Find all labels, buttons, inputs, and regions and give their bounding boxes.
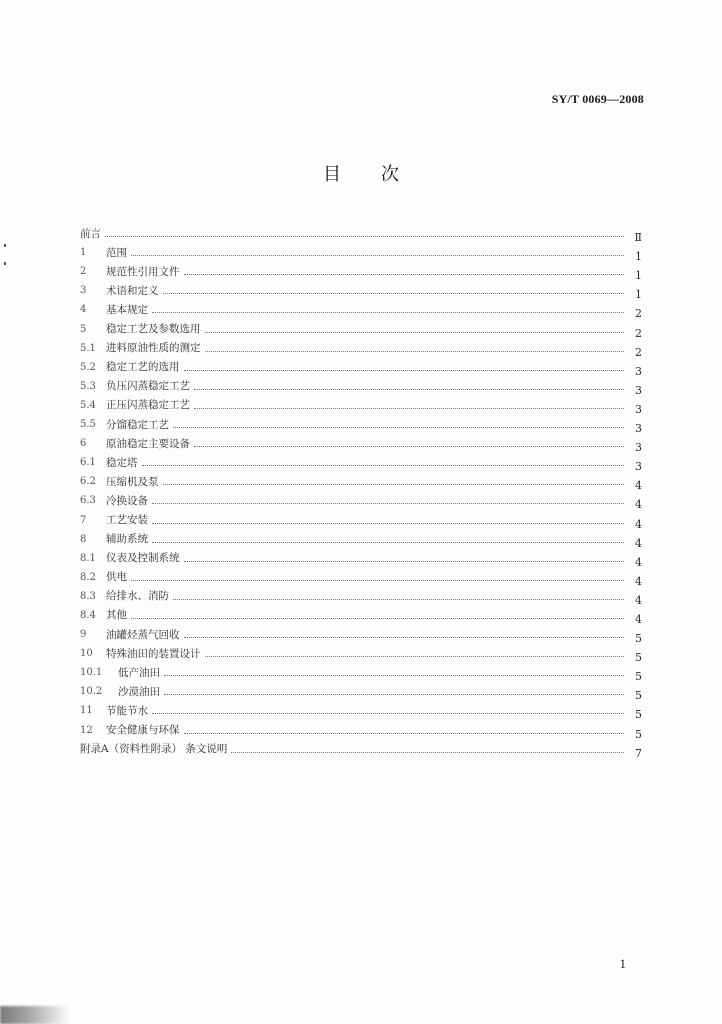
toc-entry xyxy=(80,583,642,607)
toc-leader-dots xyxy=(152,712,624,714)
toc-entry xyxy=(80,411,642,436)
toc-entry-label: 术语和定义 xyxy=(106,284,159,297)
toc-entry-number: 5 xyxy=(80,323,87,335)
toc-leader-dots xyxy=(173,598,624,600)
toc-entry xyxy=(80,392,642,416)
toc-entry xyxy=(80,716,642,741)
toc-entry-label: 供电 xyxy=(106,571,127,584)
toc-entry-label: 节能节水 xyxy=(106,704,148,717)
toc-entry-label: 沙漠油田 xyxy=(118,685,160,698)
scan-mark xyxy=(4,244,6,247)
toc-leader-dots xyxy=(164,693,624,695)
table-of-contents xyxy=(80,220,642,760)
toc-entry-page: 3 xyxy=(635,383,642,397)
toc-entry xyxy=(80,449,642,474)
toc-entry-page: 5 xyxy=(635,632,642,646)
toc-entry-label: 特殊油田的装置设计 xyxy=(106,647,201,660)
toc-leader-dots xyxy=(163,292,625,294)
toc-entry-page: 5 xyxy=(635,651,642,665)
scan-mark xyxy=(4,262,6,265)
toc-entry-number: 10.1 xyxy=(80,667,103,679)
toc-entry-label: 稳定塔 xyxy=(106,456,138,469)
toc-leader-dots xyxy=(205,331,625,333)
toc-leader-dots xyxy=(184,560,625,562)
toc-entry xyxy=(80,373,642,397)
toc-entry xyxy=(80,736,642,760)
toc-leader-dots xyxy=(131,254,624,256)
toc-entry xyxy=(80,354,642,378)
toc-entry-page: 1 xyxy=(635,269,642,283)
toc-entry xyxy=(80,258,642,283)
toc-leader-dots xyxy=(152,502,624,504)
toc-entry xyxy=(80,335,642,359)
toc-leader-dots xyxy=(194,388,624,390)
toc-entry-page: 1 xyxy=(635,250,642,264)
toc-entry-label: 工艺安装 xyxy=(106,514,148,526)
toc-leader-dots xyxy=(194,407,624,409)
toc-leader-dots xyxy=(184,636,625,638)
toc-leader-dots xyxy=(231,751,624,753)
toc-entry-label: 分馏稳定工艺 xyxy=(106,418,169,431)
toc-entry-label: 范围 xyxy=(106,246,127,259)
toc-entry-number: 5.4 xyxy=(80,399,96,411)
toc-entry-number: 6 xyxy=(80,438,87,450)
toc-entry-label: 规范性引用文件 xyxy=(106,265,180,278)
toc-entry-page: 3 xyxy=(635,402,642,416)
toc-entry-number: 8.3 xyxy=(80,590,96,602)
toc-entry-label: 冷换设备 xyxy=(106,494,148,507)
toc-entry-label: 其他 xyxy=(106,609,127,622)
toc-entry-number: 5.5 xyxy=(80,419,96,431)
toc-entry xyxy=(80,640,642,665)
toc-leader-dots xyxy=(142,464,625,466)
toc-entry xyxy=(80,468,642,493)
toc-entry xyxy=(80,659,642,684)
toc-entry-number: 9 xyxy=(80,629,87,641)
toc-entry-page: 4 xyxy=(635,479,642,493)
toc-entry-number: 10 xyxy=(80,648,93,660)
toc-entry-page: 4 xyxy=(635,574,642,588)
toc-entry-page: 5 xyxy=(635,670,642,684)
toc-entry-number: 6.3 xyxy=(80,495,96,507)
toc-entry xyxy=(80,487,642,512)
toc-entry-number: 6.2 xyxy=(80,476,96,488)
page-number: 1 xyxy=(619,956,626,971)
toc-entry xyxy=(80,526,642,550)
toc-entry-label: 基本规定 xyxy=(106,303,148,316)
toc-entry-label: 原油稳定主要设备 xyxy=(106,437,190,450)
toc-entry xyxy=(80,678,642,703)
toc-leader-dots xyxy=(184,273,625,275)
toc-entry-page: 3 xyxy=(635,460,642,474)
toc-entry-page: 3 xyxy=(635,364,642,378)
toc-entry-number: 5.2 xyxy=(80,361,96,373)
toc-leader-dots xyxy=(184,369,625,371)
toc-entry-page: 4 xyxy=(635,517,642,531)
toc-entry-page: 2 xyxy=(635,307,642,321)
toc-leader-dots xyxy=(105,235,624,237)
toc-entry-number: 8.1 xyxy=(80,552,96,564)
toc-leader-dots xyxy=(131,617,624,619)
toc-entry xyxy=(80,602,642,626)
toc-entry-number: 4 xyxy=(80,304,87,316)
toc-entry-number: 5.3 xyxy=(80,380,96,392)
toc-entry-number: 11 xyxy=(80,705,93,717)
toc-entry-label: 低产油田 xyxy=(118,666,160,679)
toc-leader-dots xyxy=(205,655,625,657)
toc-entry-number: 3 xyxy=(80,285,87,297)
toc-entry-page: 5 xyxy=(635,708,642,722)
toc-entry-page: 3 xyxy=(635,441,642,455)
toc-entry-label: 稳定工艺的选用 xyxy=(106,361,180,374)
toc-entry-page: 7 xyxy=(635,746,642,760)
toc-entry-page: 2 xyxy=(635,345,642,359)
toc-entry xyxy=(80,430,642,455)
toc-entry xyxy=(80,277,642,302)
toc-leader-dots xyxy=(164,674,624,676)
scan-smudge xyxy=(0,1006,70,1024)
toc-entry-page: 3 xyxy=(635,422,642,436)
toc-entry-number: 5.1 xyxy=(80,342,96,354)
toc-leader-dots xyxy=(194,445,624,447)
toc-entry-label: 附录A（资料性附录） 条文说明 xyxy=(80,743,228,756)
toc-entry-label: 负压闪蒸稳定工艺 xyxy=(106,380,190,393)
toc-entry-page: 1 xyxy=(635,288,642,302)
toc-entry-page: 2 xyxy=(635,326,642,340)
toc-entry-label: 前言 xyxy=(80,227,101,240)
page-title: 目次 xyxy=(323,164,439,185)
toc-entry xyxy=(80,239,642,264)
toc-entry xyxy=(80,621,642,646)
toc-entry-page: 4 xyxy=(635,498,642,512)
toc-entry-number: 6.1 xyxy=(80,457,96,469)
toc-entry-label: 辅助系统 xyxy=(106,533,148,546)
toc-leader-dots xyxy=(131,579,624,581)
toc-entry-label: 油罐烃蒸气回收 xyxy=(106,628,180,641)
toc-entry-page: 5 xyxy=(635,727,642,741)
toc-leader-dots xyxy=(163,483,625,485)
toc-leader-dots xyxy=(152,311,624,313)
toc-entry-number: 8.2 xyxy=(80,571,96,583)
toc-entry-label: 压缩机及泵 xyxy=(106,475,159,488)
toc-leader-dots xyxy=(173,426,624,428)
toc-entry-label: 安全健康与环保 xyxy=(106,724,180,737)
toc-entry-page: 4 xyxy=(635,593,642,607)
toc-entry xyxy=(80,315,642,340)
toc-entry-number: 8.4 xyxy=(80,609,96,621)
toc-entry-number: 8 xyxy=(80,533,87,545)
toc-entry xyxy=(80,697,642,722)
toc-entry-number: 7 xyxy=(80,514,87,526)
toc-entry-number: 10.2 xyxy=(80,686,103,698)
toc-leader-dots xyxy=(152,522,624,524)
toc-entry xyxy=(80,220,642,245)
toc-leader-dots xyxy=(184,732,625,734)
toc-entry-number: 12 xyxy=(80,724,93,736)
toc-entry-number: 2 xyxy=(80,266,87,278)
toc-entry-label: 进料原油性质的测定 xyxy=(106,342,201,355)
toc-entry-label: 稳定工艺及参数选用 xyxy=(106,323,201,336)
toc-entry-page: 4 xyxy=(635,555,642,569)
toc-entry-page: 4 xyxy=(635,612,642,626)
toc-entry-page: Ⅱ xyxy=(634,231,642,245)
toc-leader-dots xyxy=(205,350,625,352)
toc-entry-number: 1 xyxy=(80,247,87,259)
toc-entry xyxy=(80,545,642,569)
toc-entry-page: 4 xyxy=(635,536,642,550)
toc-entry-label: 给排水、消防 xyxy=(106,590,169,603)
toc-entry xyxy=(80,506,642,531)
toc-entry xyxy=(80,564,642,588)
standard-number: SY/T 0069—2008 xyxy=(551,92,644,106)
toc-entry xyxy=(80,296,642,321)
toc-entry-label: 仪表及控制系统 xyxy=(106,552,180,565)
toc-entry-page: 5 xyxy=(635,689,642,703)
toc-entry-label: 正压闪蒸稳定工艺 xyxy=(106,399,190,412)
toc-leader-dots xyxy=(152,541,624,543)
